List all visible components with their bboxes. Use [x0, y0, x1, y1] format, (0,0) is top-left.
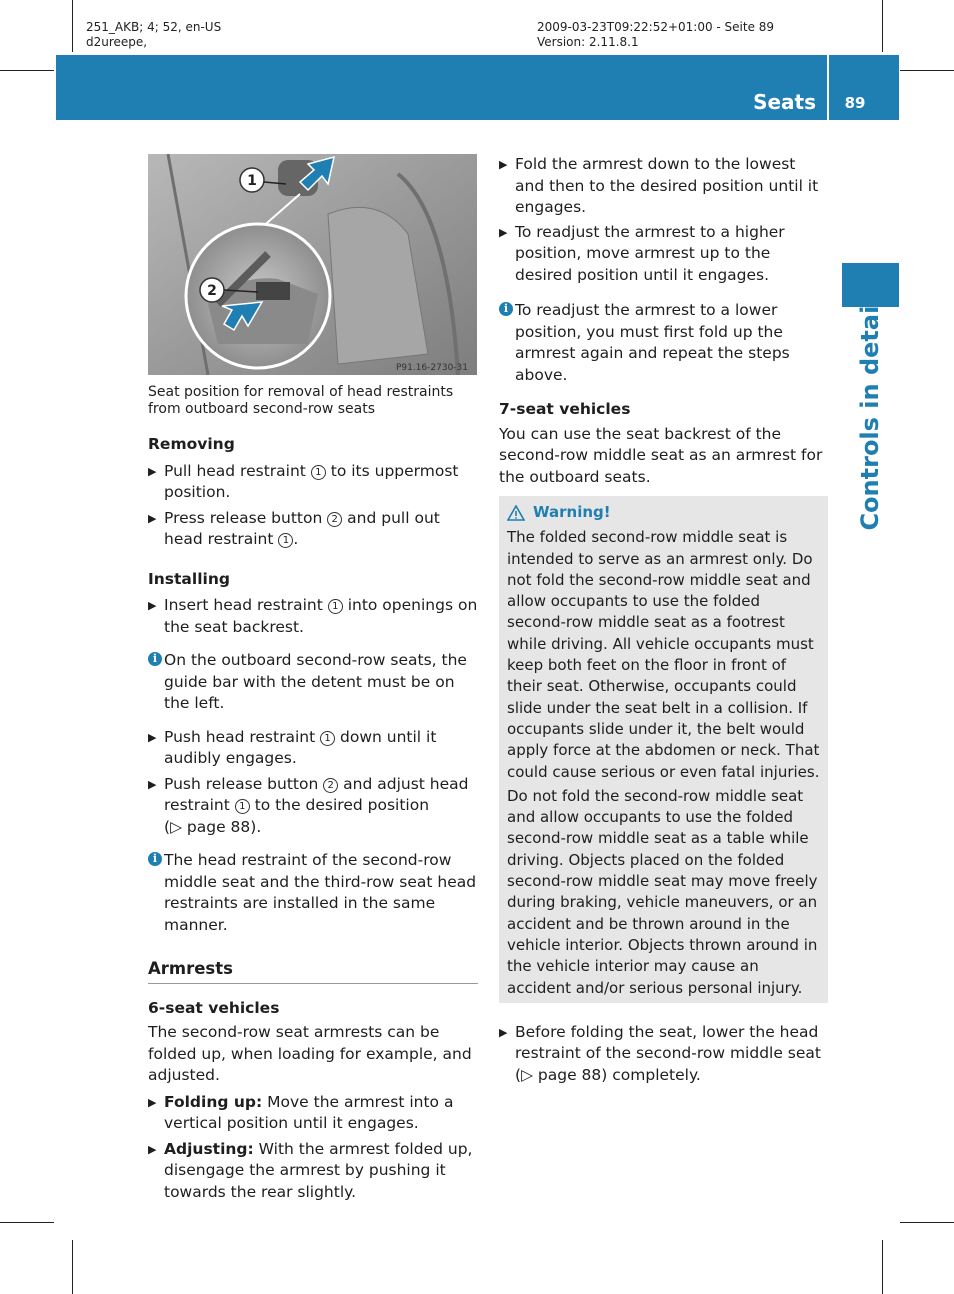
page-number: 89 — [844, 94, 866, 112]
side-tab-label: Controls in detail — [856, 297, 884, 531]
step-arrow-icon: ▶ — [148, 777, 157, 791]
meta-right — [537, 20, 774, 50]
step-arrow-icon: ▶ — [148, 1142, 157, 1156]
callout-ref-2: 2 — [323, 778, 338, 793]
meta-right-line1: 2009-03-23T09:22:52+01:00 - Seite 89 — [537, 20, 775, 34]
callout-ref-1: 1 — [278, 533, 293, 548]
step-arrow-icon: ▶ — [499, 158, 508, 171]
page-ref-arrow-icon: ▷ — [521, 1065, 533, 1084]
warning-title: Warning! — [533, 503, 611, 521]
callout-2: 2 — [207, 283, 217, 299]
step-arrow-icon: ▶ — [499, 1025, 508, 1039]
info-icon: i — [148, 852, 162, 866]
crop-mark — [882, 1240, 883, 1294]
warning-header — [507, 502, 820, 523]
six-seat-text: The second-row seat armrests can be folded up, when loading for example, and adjusted. — [148, 1023, 472, 1084]
callout-ref-1: 1 — [320, 731, 335, 746]
folding-step: ▶ Folding up: Move the armrest into a vertical position until it engages. — [148, 1092, 454, 1132]
callout-ref-1: 1 — [328, 599, 343, 614]
page-ref-link[interactable]: page 88) completely. — [537, 1065, 701, 1084]
warning-paragraph-1: The folded second-row middle seat is intended to serve as an armrest only. Do not fold the second-row middle seat and allow occupants to use the folded second-row middle seat as a footrest while driving. All vehicle occupants must keep both feet on the floor in front of their seat. Otherwise, occupants could slide under the seat belt in a collision. If occupants slide under it, the belt would apply force at the abdomen or neck. That could cause serious or even fatal injuries. — [507, 528, 820, 781]
crop-mark — [900, 70, 954, 71]
removing-heading: Removing — [148, 435, 235, 453]
armrests-heading: Armrests — [148, 958, 478, 984]
meta-left-line2: d2ureepe, — [86, 35, 148, 49]
page-ref-link[interactable]: page 88). — [186, 817, 262, 836]
seven-seat-text: You can use the seat backrest of the second-row middle seat as an armrest for the outboard seats. — [499, 424, 823, 486]
info-icon: i — [148, 652, 162, 666]
step-arrow-icon: ▶ — [148, 1095, 157, 1109]
right-column — [499, 154, 828, 1086]
step-arrow-icon: ▶ — [148, 730, 157, 744]
info-icon: i — [499, 302, 513, 316]
step-arrow-icon: ▶ — [148, 464, 157, 478]
crop-mark — [72, 0, 73, 52]
figure-caption: Seat position for removal of head restraints from outboard second-row seats — [148, 384, 454, 417]
warning-triangle-icon — [507, 505, 525, 521]
removing-step-1: ▶ Pull head restraint 1 to its uppermost position. — [148, 461, 459, 501]
meta-left — [86, 20, 221, 50]
header-separator — [827, 55, 829, 120]
figure-code: P91.16-2730-31 — [395, 363, 468, 373]
crop-mark — [882, 0, 883, 52]
before-folding-step: ▶ Before folding the seat, lower the head restraint of the second-row middle seat (▷ page 88) completely. — [499, 1022, 821, 1084]
step-arrow-icon: ▶ — [148, 511, 157, 525]
meta-right-line2: Version: 2.11.8.1 — [537, 35, 639, 49]
callout-ref-1: 1 — [311, 465, 326, 480]
installing-step-2: ▶ Push head restraint 1 down until it audibly engages. — [148, 727, 437, 767]
info-note-1: i On the outboard second-row seats, the guide bar with the detent must be on the left. — [148, 650, 478, 715]
crop-mark — [72, 1240, 73, 1294]
warning-box — [499, 496, 828, 1003]
callout-ref-2: 2 — [327, 512, 342, 527]
left-column — [148, 384, 478, 1203]
figure-photo — [148, 154, 477, 375]
armrest-step-1: ▶ Fold the armrest down to the lowest and then to the desired position until it engages. — [499, 155, 819, 216]
step-arrow-icon: ▶ — [499, 225, 508, 239]
six-seat-heading: 6-seat vehicles — [148, 998, 280, 1017]
installing-step-3: ▶ Push release button 2 and adjust head restraint 1 to the desired position (▷ page 88). — [148, 774, 469, 836]
meta-left-line1: 251_AKB; 4; 52, en-US — [86, 20, 222, 34]
crop-mark — [0, 1222, 54, 1223]
seat-illustration — [148, 154, 477, 375]
info-note-3: i To readjust the armrest to a lower position, you must first fold up the armrest again and repeat the steps above. — [499, 300, 828, 386]
callout-1: 1 — [247, 173, 257, 189]
section-title: Seats — [753, 90, 816, 114]
callout-ref-1: 1 — [235, 799, 250, 814]
step-arrow-icon: ▶ — [148, 599, 157, 612]
installing-step-1: ▶ Insert head restraint 1 into openings on the seat backrest. — [148, 596, 478, 636]
page-ref-arrow-icon: ▷ — [170, 817, 182, 836]
seven-seat-heading: 7-seat vehicles — [499, 400, 631, 418]
armrest-step-2: ▶ To readjust the armrest to a higher position, move armrest up to the desired position until it engages. — [499, 222, 785, 284]
installing-heading: Installing — [148, 569, 230, 588]
crop-mark — [0, 70, 54, 71]
warning-paragraph-2: Do not fold the second-row middle seat and allow occupants to use the folded second-row middle seat as a table while driving. Objects placed on the folded second-row middle seat may move freely during braking, vehicle maneuvers, or an accident and be thrown around in the vehicle interior. Objects thrown around in the vehicle interior may cause an accident and/or serious personal injury. — [507, 786, 818, 997]
crop-mark — [900, 1222, 954, 1223]
info-note-2: i The head restraint of the second-row middle seat and the third-row seat head restraints are installed in the same manner. — [148, 850, 478, 936]
removing-step-2: ▶ Press release button 2 and pull out head restraint 1 . — [148, 508, 440, 548]
adjusting-step: ▶ Adjusting: With the armrest folded up, disengage the armrest by pushing it towards the rear slightly. — [148, 1139, 473, 1201]
